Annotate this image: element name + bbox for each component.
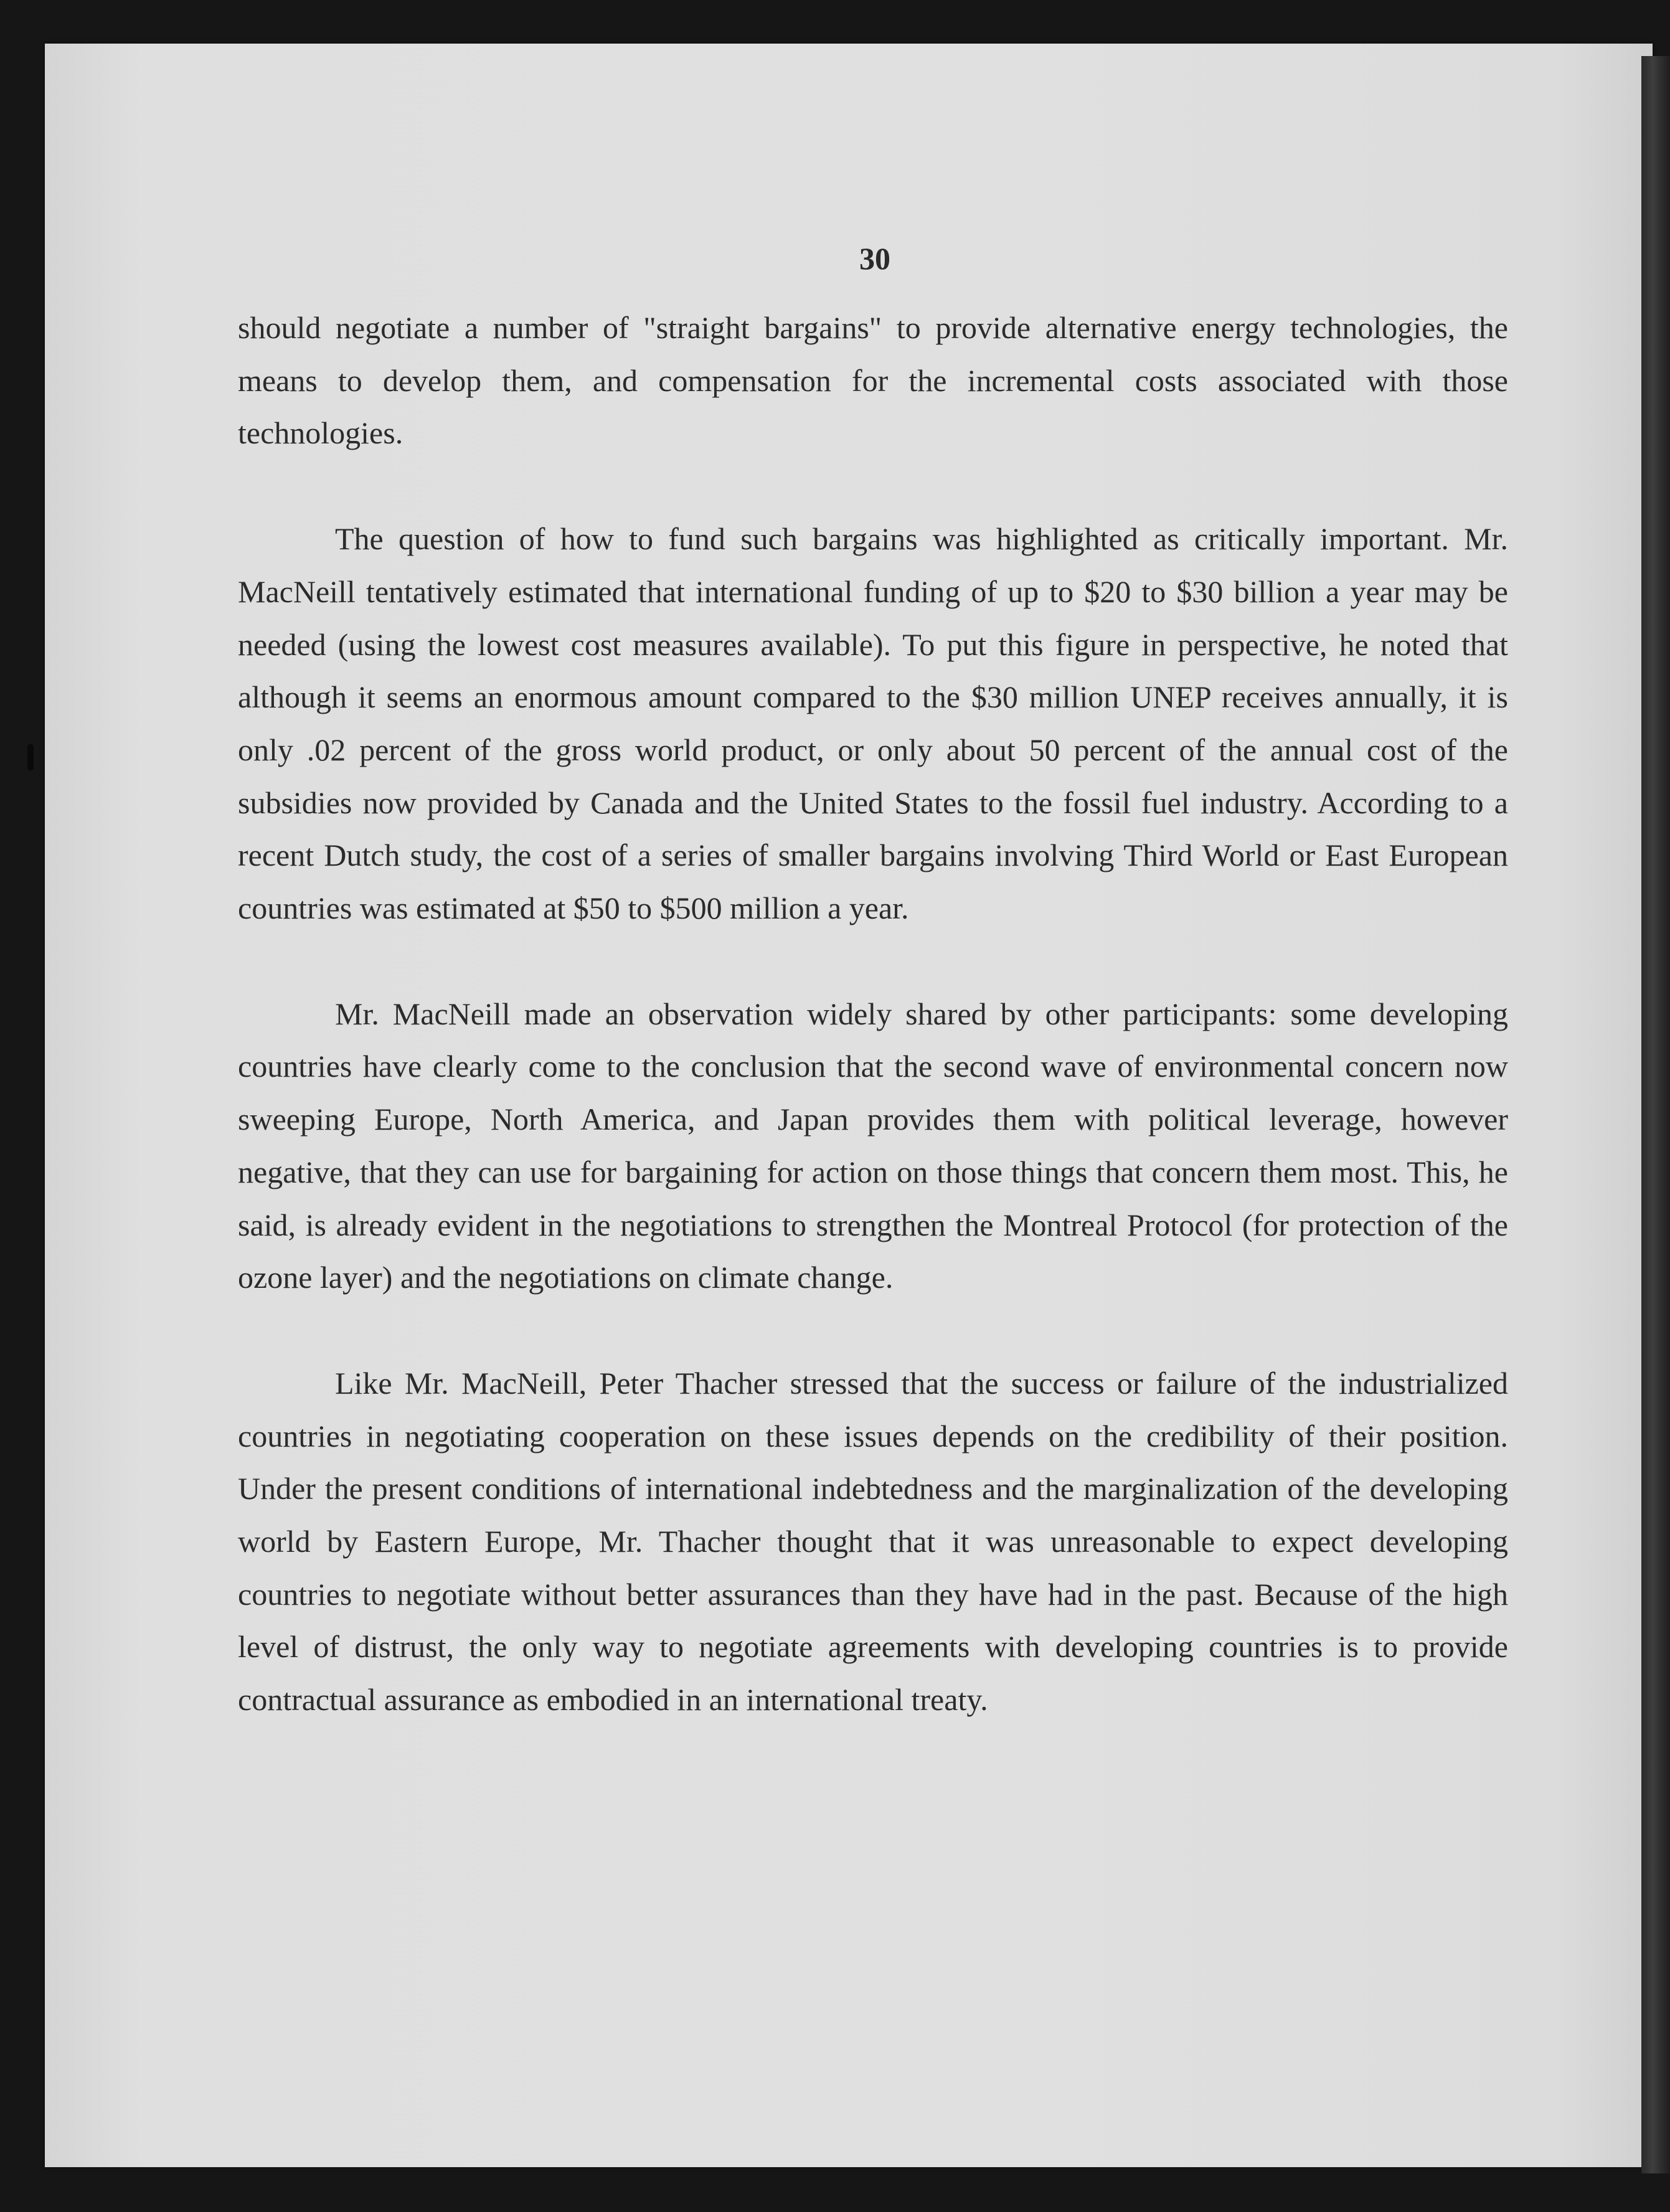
paragraph-1: should negotiate a number of "straight bargains" to provide alternative energy technologies, the means to develop them, and compensation for the incremental costs associated with those technologies.: [238, 310, 1508, 451]
body-text: [238, 301, 1508, 1779]
paragraph-4: Like Mr. MacNeill, Peter Thacher stressed that the success or failure of the industrialized countries in negotiating cooperation on these issues depends on the credibility of their position. Under the present conditions of international indebtedness and the marginalization of the developing world by Eastern Europe, Mr. Thacher thought that it was unreasonable to expect developing countries to negotiate without better assurances than they have had in the past. Because of the high level of distrust, the only way to negotiate agreements with developing countries is to provide contractual assurance as embodied in an international treaty.: [238, 1365, 1508, 1718]
page-edge-shadow: [1641, 56, 1670, 2173]
paragraph-2: The question of how to fund such bargains was highlighted as critically important. Mr. MacNeill tentatively estimated that international funding of up to $20 to $30 billion a year may be needed (using the lowest cost measures available). To put this figure in perspective, he noted that although it seems an enormous amount compared to the $30 million UNEP receives annually, it is only .02 percent of the gross world product, or only about 50 percent of the annual cost of the subsidies now provided by Canada and the United States to the fossil fuel industry. According to a recent Dutch study, the cost of a series of smaller bargains involving Third World or East European countries was estimated at $50 to $500 million a year.: [238, 521, 1508, 926]
binding-mark: [27, 744, 34, 770]
paragraph-3: Mr. MacNeill made an observation widely shared by other participants: some developing countries have clearly come to the conclusion that the second wave of environmental concern now sweeping Europe, North America, and Japan provides them with political leverage, however negative, that they can use for bargaining for action on those things that concern them most. This, he said, is already evident in the negotiations to strengthen the Montreal Protocol (for protection of the ozone layer) and the negotiations on climate change.: [238, 996, 1508, 1295]
page-number: 30: [859, 241, 890, 276]
